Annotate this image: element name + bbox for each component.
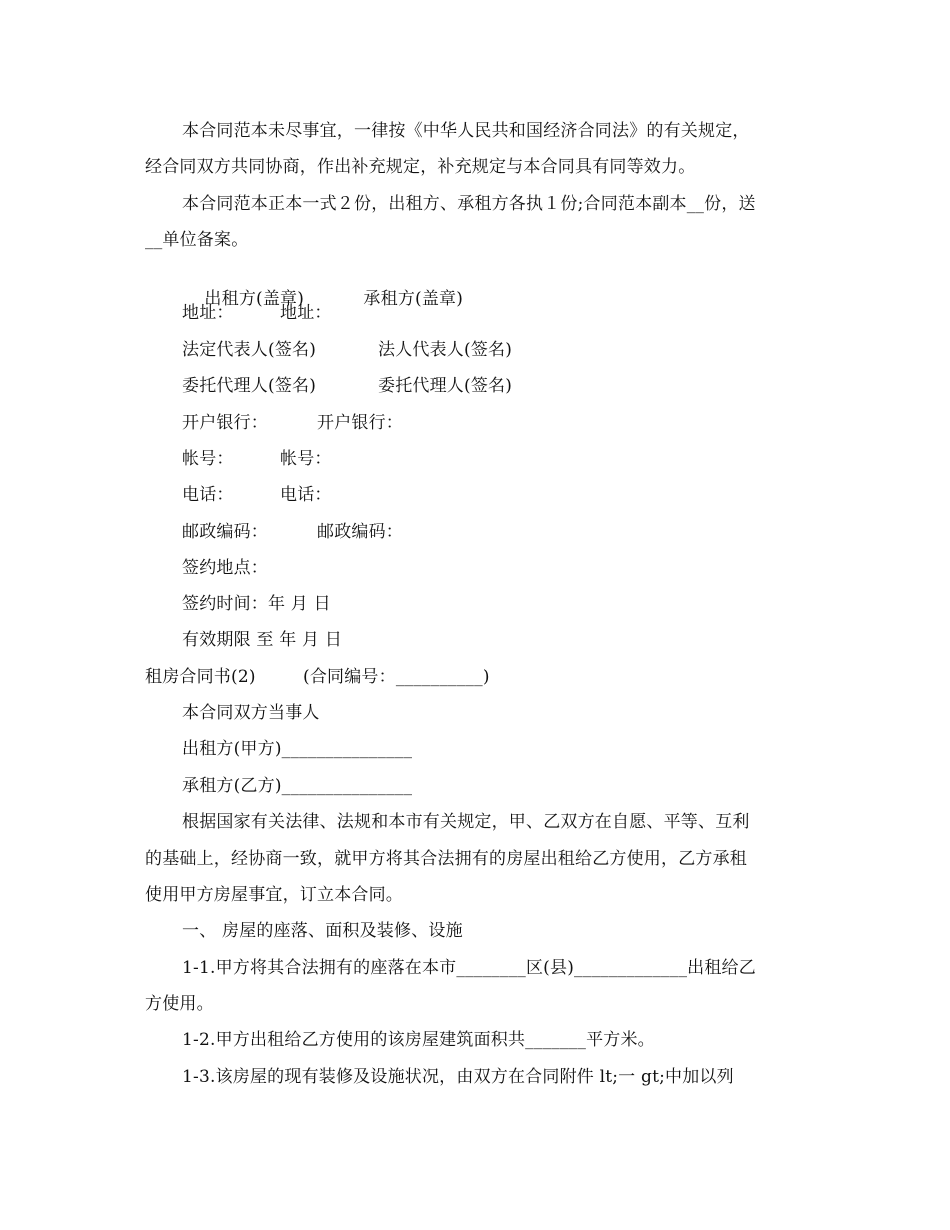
clause-1-2: 1-2.甲方出租给乙方使用的该房屋建筑面积共_______平方米。 <box>182 1030 655 1050</box>
agent-left: 委托代理人(签名) <box>182 376 317 396</box>
phone-right: 电话： <box>280 485 332 505</box>
lessee-party: 承租方(乙方)_______________ <box>182 776 413 796</box>
parties-heading: 本合同双方当事人 <box>182 703 320 723</box>
sign-time: 签约时间：年 月 日 <box>182 594 331 614</box>
postcode-right: 邮政编码： <box>317 522 403 542</box>
legal-rep-left: 法定代表人(签名) <box>182 340 317 360</box>
sign-place: 签约地点： <box>182 558 268 578</box>
address-right: 地址： <box>280 303 332 323</box>
lessor-seal-label: 出租方(盖章) <box>204 289 305 309</box>
signature-row-seal-right <box>341 266 463 332</box>
clause-1-3: 1-3.该房屋的现有装修及设施状况，由双方在合同附件 lt;一 gt;中加以列 <box>182 1067 734 1087</box>
bank-right: 开户银行： <box>317 413 403 433</box>
clause-1-1-line: 方使用。 <box>145 994 214 1014</box>
paragraph-line: 经合同双方共同协商，作出补充规定，补充规定与本合同具有同等效力。 <box>145 157 696 177</box>
paragraph-line: 本合同范本未尽事宜，一律按《中华人民共和国经济合同法》的有关规定， <box>182 121 750 141</box>
agent-right: 委托代理人(签名) <box>378 376 513 396</box>
paragraph-line: 本合同范本正本一式２份，出租方、承租方各执１份;合同范本副本__份，送 <box>182 194 756 214</box>
clause-1-1-line: 1-1.甲方将其合法拥有的座落在本市________区(县)_____________出租给乙 <box>182 958 756 978</box>
lessor-party: 出租方(甲方)_______________ <box>182 739 413 759</box>
intro-line: 的基础上，经协商一致，就甲方将其合法拥有的房屋出租给乙方使用，乙方承租 <box>145 849 747 869</box>
intro-line: 根据国家有关法律、法规和本市有关规定，甲、乙双方在自愿、平等、互利 <box>182 812 750 832</box>
valid-period: 有效期限 至 年 月 日 <box>182 630 343 650</box>
intro-line: 使用甲方房屋事宜，订立本合同。 <box>145 885 403 905</box>
second-contract-title: 租房合同书(2) <box>145 667 256 687</box>
bank-left: 开户银行： <box>182 413 268 433</box>
address-left: 地址： <box>182 303 234 323</box>
legal-rep-right: 法人代表人(签名) <box>378 340 513 360</box>
account-left: 帐号： <box>182 449 234 469</box>
contract-number: (合同编号：__________) <box>303 667 490 687</box>
paragraph-line: __单位备案。 <box>145 230 249 250</box>
account-right: 帐号： <box>280 449 332 469</box>
lessee-seal-label: 承租方(盖章) <box>363 289 464 309</box>
phone-left: 电话： <box>182 485 234 505</box>
postcode-left: 邮政编码： <box>182 522 268 542</box>
section-1-title: 一、 房屋的座落、面积及装修、设施 <box>182 921 463 941</box>
